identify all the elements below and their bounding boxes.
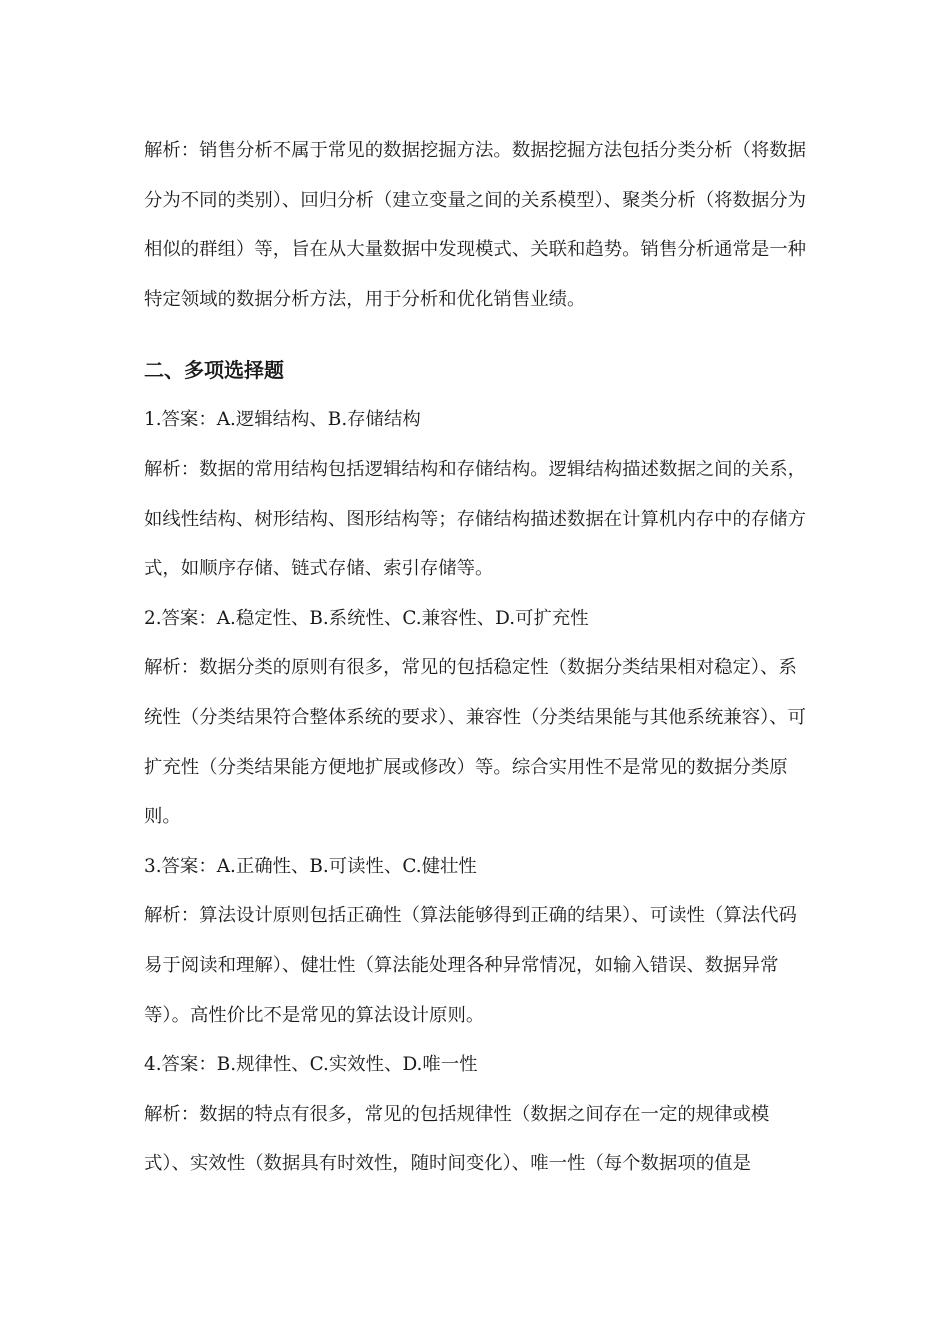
analysis-4: 解析：数据的特点有很多，常见的包括规律性（数据之间存在一定的规律或模式）、实效性（数据具有时效性，随时间变化）、唯一性（每个数据项的值是 bbox=[144, 1103, 770, 1175]
answer-1: 1.答案：A.逻辑结构、B.存储结构 bbox=[144, 409, 421, 431]
analysis-2: 解析：数据分类的原则有很多，常见的包括稳定性（数据分类结果相对稳定）、系统性（分类结果符合整体系统的要求）、兼容性（分类结果能与其他系统兼容）、可扩充性（分类结果能方便地扩展或修改）等。综合实用性不是常见的数据分类原则。 bbox=[144, 657, 807, 828]
answer-2: 2.答案：A.稳定性、B.系统性、C.兼容性、D.可扩充性 bbox=[144, 607, 589, 629]
analysis-1: 解析：数据的常用结构包括逻辑结构和存储结构。逻辑结构描述数据之间的关系，如线性结构、树形结构、图形结构等；存储结构描述数据在计算机内存中的存储方式，如顺序存储、链式存储、索引存储等。 bbox=[144, 458, 807, 580]
intro-analysis-paragraph: 解析：销售分析不属于常见的数据挖掘方法。数据挖掘方法包括分类分析（将数据分为不同的类别）、回归分析（建立变量之间的关系模型）、聚类分析（将数据分为相似的群组）等，旨在从大量数据中发现模式、关联和趋势。销售分析通常是一种特定领域的数据分析方法，用于分析和优化销售业绩。 bbox=[144, 140, 807, 310]
section-title: 二、多项选择题 bbox=[144, 358, 284, 383]
analysis-3: 解析：算法设计原则包括正确性（算法能够得到正确的结果）、可读性（算法代码易于阅读和理解）、健壮性（算法能处理各种异常情况，如输入错误、数据异常等）。高性价比不是常见的算法设计原则。 bbox=[144, 905, 797, 1026]
answer-3: 3.答案：A.正确性、B.可读性、C.健壮性 bbox=[144, 855, 477, 877]
document-content bbox=[144, 126, 812, 1189]
answer-4: 4.答案：B.规律性、C.实效性、D.唯一性 bbox=[144, 1054, 478, 1076]
